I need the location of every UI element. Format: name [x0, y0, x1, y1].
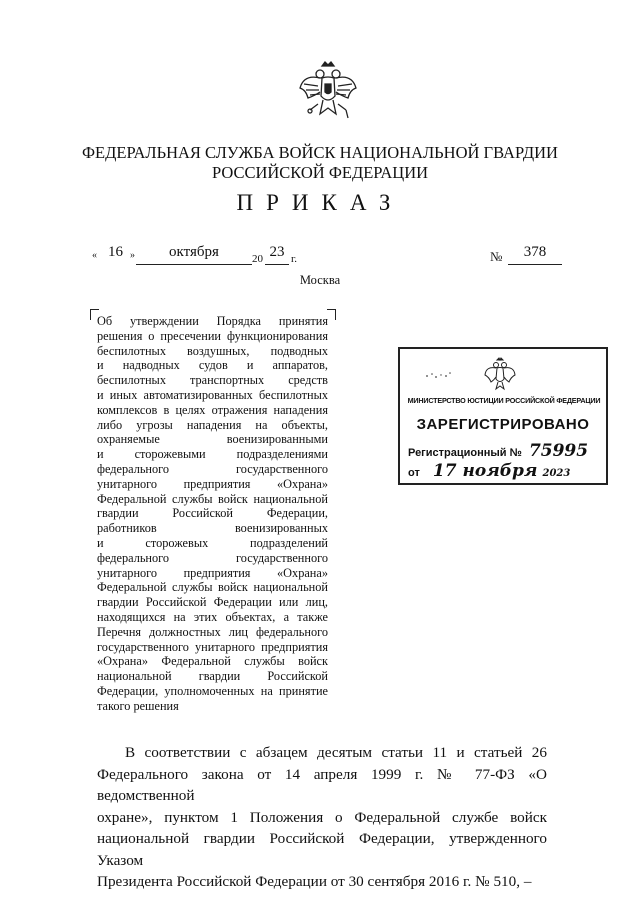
subject-line: решения о пресечении функционирования [97, 328, 328, 343]
subject-line: беспилотных транспортных средств [97, 373, 328, 388]
subject-line: Федерации, уполномоченных на принятие [97, 683, 328, 698]
subject-line: работников военизированных [97, 521, 328, 536]
order-subject [97, 314, 328, 714]
stamp-date-prefix: от [408, 467, 420, 479]
body-line: национальной гвардии Российской Федерации, утвержденного Указом [97, 830, 547, 869]
subject-line: государственного унитарного предприятия [97, 639, 328, 654]
date-year-prefix: 20 [252, 253, 263, 265]
subject-line: беспилотных воздушных, подводных [97, 343, 328, 358]
subject-line: гвардии Российской Федерации, [97, 506, 328, 521]
stamp-reg-row [408, 441, 588, 461]
stamp-date-row [408, 461, 570, 481]
body-line: Федерального закона от 14 апреля 1999 г. № 77-ФЗ «О ведомственной [97, 765, 547, 804]
stamp-smudge [424, 367, 454, 377]
subject-line: Об утверждении Порядка принятия [97, 314, 328, 328]
number-value: 378 [508, 244, 562, 265]
subject-line: унитарного предприятия «Охрана» [97, 476, 328, 491]
subject-line: Федеральной службы войск национальной [97, 491, 328, 506]
date-year-suffix: 23 [265, 244, 289, 265]
stamp-date: 17 ноября [432, 461, 538, 481]
registration-stamp [398, 347, 608, 485]
stamp-reg-number: 75995 [528, 441, 589, 461]
subject-line: либо угрозы нападения на объекты, [97, 417, 328, 432]
subject-line: Перечня должностных лиц федерального [97, 624, 328, 639]
subject-line: и надводных судов и аппаратов, [97, 358, 328, 373]
body-line: охране», пунктом 1 Положения о Федеральной службе войск [97, 808, 547, 826]
subject-line: гвардии Российской Федерации или лиц, [97, 595, 328, 610]
subject-line: федерального государственного [97, 461, 328, 476]
subject-line: и сторожевыми подразделениями [97, 447, 328, 462]
subject-line: и сторожевых подразделений [97, 535, 328, 550]
date-year-abbr: г. [291, 253, 298, 265]
subject-line: федерального государственного [97, 550, 328, 565]
order-preamble [97, 742, 547, 893]
stamp-year: 2023 [542, 468, 571, 479]
stamp-ministry: МИНИСТЕРСТВО ЮСТИЦИИ РОССИЙСКОЙ ФЕДЕРАЦИИ [407, 396, 601, 405]
stamp-emblem-icon [482, 357, 518, 393]
agency-name [60, 143, 580, 183]
order-number [490, 244, 590, 270]
subject-line: и иных автоматизированных беспилотных [97, 387, 328, 402]
body-line: Президента Российской Федерации от 30 сентября 2016 г. № 510, – [97, 873, 532, 890]
agency-name-line1: ФЕДЕРАЛЬНАЯ СЛУЖБА ВОЙСК НАЦИОНАЛЬНОЙ ГВАРДИИ [82, 143, 558, 162]
bracket-top-right [327, 309, 336, 320]
number-label: № [490, 249, 503, 264]
date-quote-close: » [130, 250, 135, 261]
subject-line: находящихся на этих объектах, а также [97, 609, 328, 624]
agency-name-line2: РОССИЙСКОЙ ФЕДЕРАЦИИ [211, 163, 429, 182]
subject-line: национальной гвардии Российской [97, 669, 328, 684]
date-quote-open: « [92, 250, 97, 261]
coat-of-arms-icon [296, 60, 360, 128]
subject-line: охраняемые военизированными [97, 432, 328, 447]
date-day: 16 [108, 244, 123, 260]
subject-line: такого решения [97, 698, 179, 713]
subject-line: унитарного предприятия «Охрана» [97, 565, 328, 580]
subject-line: «Охрана» Федеральной службы войск [97, 654, 328, 669]
city: Москва [299, 273, 341, 287]
document-type-title: ПРИКАЗ [236, 190, 404, 215]
body-line: В соответствии с абзацем десятым статьи 11 и статьей 26 [125, 744, 547, 761]
stamp-reg-label: Регистрационный № [408, 447, 522, 459]
subject-line: комплексов в целях отражения нападения [97, 402, 328, 417]
date-month: октября [136, 244, 252, 265]
subject-line: Федеральной службы войск национальной [97, 580, 328, 595]
stamp-registered: ЗАРЕГИСТРИРОВАНО [416, 416, 590, 433]
order-date [92, 244, 312, 270]
